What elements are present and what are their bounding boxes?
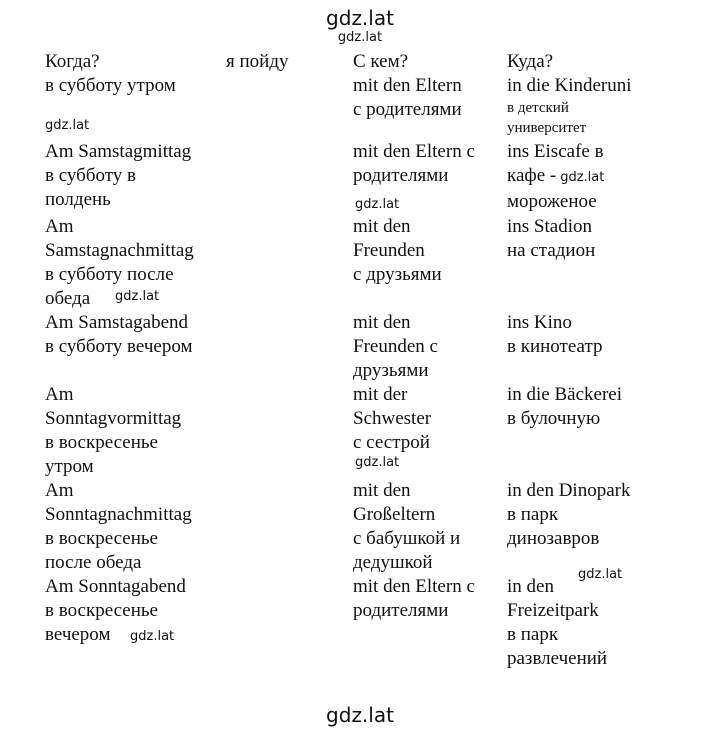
row-with: mit den Freunden с друзьями <box>353 216 442 285</box>
row-when: Am Sonntagabend в воскресенье вечером <box>45 576 186 645</box>
row-when: в субботу утром <box>45 75 176 96</box>
row-where: in die Bäckerei в булочную <box>507 384 623 429</box>
watermark: gdz.lat <box>578 567 623 582</box>
header-where: Куда? <box>507 51 554 72</box>
watermark: gdz.lat <box>355 197 400 212</box>
watermark: gdz.lat <box>45 118 90 133</box>
row-with: mit den Eltern с родителями <box>353 141 475 186</box>
row-where: ins Eiscafe в кафе - gdz.lat мороженое <box>507 141 605 212</box>
watermark: gdz.lat <box>115 289 160 304</box>
watermark-bottom: gdz.lat <box>326 703 394 727</box>
watermark-top-small: gdz.lat <box>337 30 383 45</box>
row-when: Am Samstagabend в субботу вечером <box>45 312 193 357</box>
watermark: gdz.lat <box>130 629 175 644</box>
row-with: mit den Großeltern с бабушкой и дедушкой <box>353 480 461 573</box>
header-when: Когда? <box>45 51 100 72</box>
header-i-go: я пойду <box>226 51 289 72</box>
row-where: in die Kinderuni в детский университет <box>507 75 632 136</box>
watermark: gdz.lat <box>560 170 605 185</box>
row-where: in den Freizeitpark в парк развлечений <box>507 576 608 669</box>
watermark: gdz.lat <box>355 455 400 470</box>
row-with: mit den Eltern с родителями <box>353 75 462 120</box>
watermark-top: gdz.lat <box>326 6 394 30</box>
row-where: ins Stadion на стадион <box>507 216 596 261</box>
row-where: in den Dinopark в парк динозавров <box>507 480 631 549</box>
row-with: mit der Schwester с сестрой <box>353 384 432 453</box>
row-where: ins Kino в кинотеатр <box>507 312 603 357</box>
row-with: mit den Eltern с родителями <box>353 576 475 621</box>
header-with-whom: С кем? <box>353 51 409 72</box>
row-when: Am Samstagnachmittag в субботу после обеда <box>45 216 194 309</box>
row-with: mit den Freunden с друзьями <box>353 312 438 381</box>
row-when: Am Samstagmittag в субботу в полдень <box>45 141 192 210</box>
row-when: Am Sonntagnachmittag в воскресенье после обеда <box>45 480 192 573</box>
row-when: Am Sonntagvormittag в воскресенье утром <box>45 384 182 477</box>
